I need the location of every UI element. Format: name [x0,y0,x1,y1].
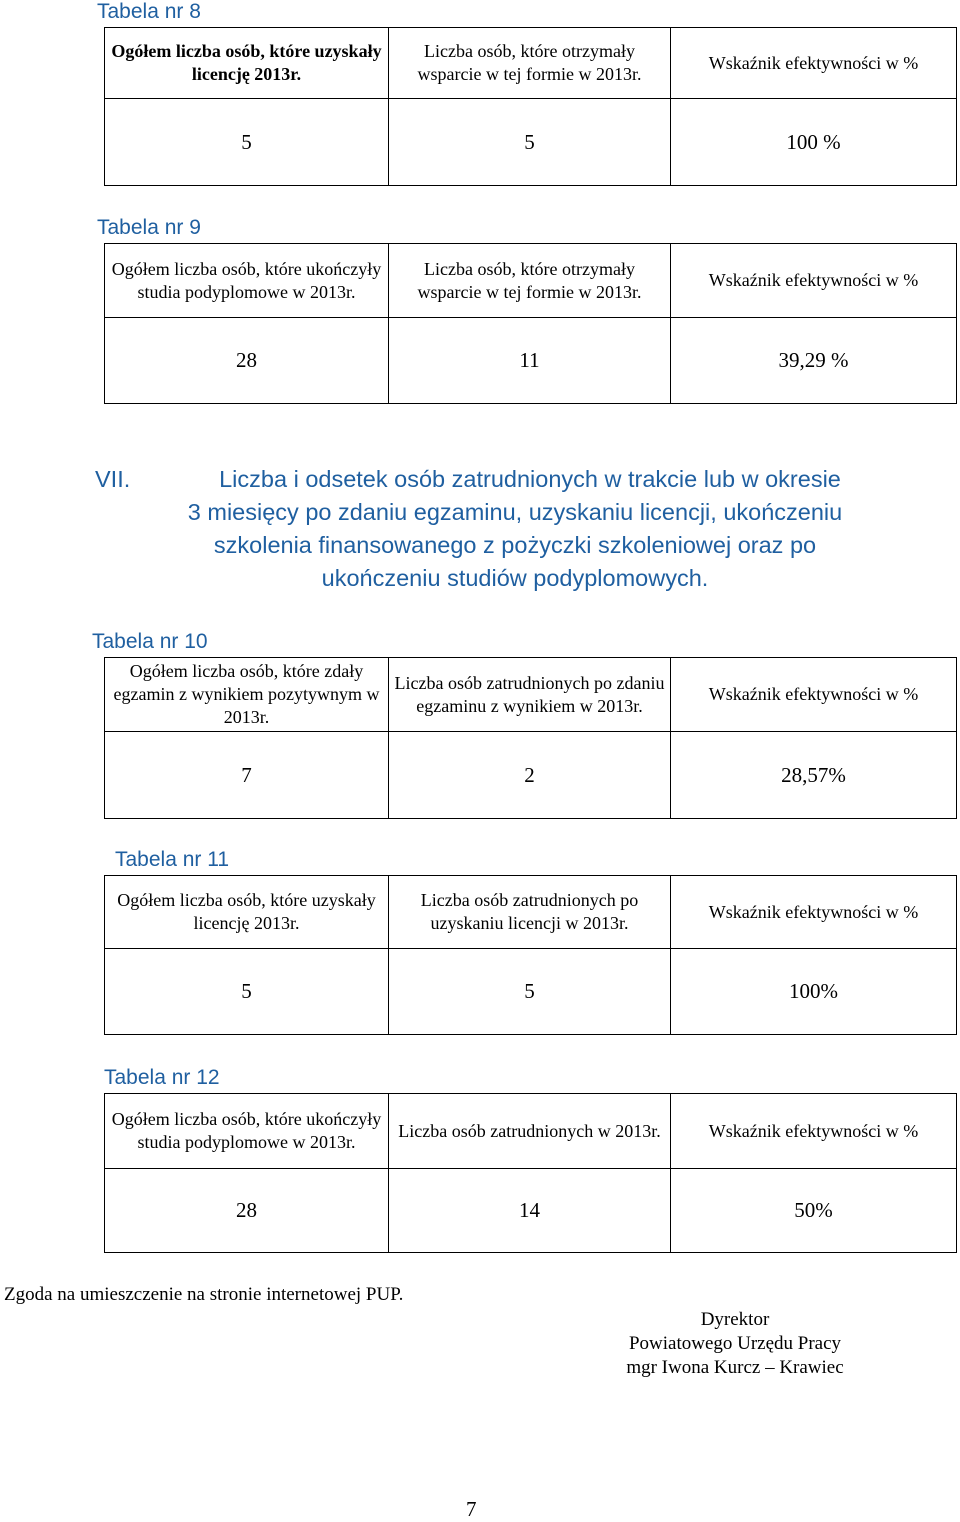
table-9-value-supported: 11 [389,318,671,404]
section-line-2: 3 miesięcy po zdaniu egzaminu, uzyskaniu licencji, ukończeniu [187,499,843,525]
table-12-header-indicator: Wskaźnik efektywności w % [671,1094,957,1169]
table-10-value-total: 7 [105,732,389,819]
page-number: 7 [466,1497,477,1521]
table-12-header-total: Ogółem liczba osób, które ukończyły studia podyplomowe w 2013r. [105,1094,389,1169]
table-11-header-employed: Liczba osób zatrudnionych po uzyskaniu licencji w 2013r. [389,876,671,949]
table-8-header-total: Ogółem liczba osób, które uzyskały licencję 2013r. [105,28,389,99]
table-9-header-indicator: Wskaźnik efektywności w % [671,244,957,318]
table-10-header-indicator: Wskaźnik efektywności w % [671,658,957,732]
table-9-value-indicator: 39,29 % [671,318,957,404]
section-line-4: ukończeniu studiów podyplomowych. [321,565,709,591]
table-11-value-total: 5 [105,949,389,1035]
table-11-header-total: Ogółem liczba osób, które uzyskały licencję 2013r. [105,876,389,949]
table-12-value-total: 28 [105,1169,389,1253]
table-8 [104,27,957,186]
signature-title: Dyrektor [700,1309,770,1330]
table-11-value-employed: 5 [389,949,671,1035]
table-10-value-employed: 2 [389,732,671,819]
table-12-header-employed: Liczba osób zatrudnionych w 2013r. [389,1094,671,1169]
table-10 [104,657,957,819]
signature-office: Powiatowego Urzędu Pracy [628,1333,842,1354]
table-9-caption: Tabela nr 9 [97,216,201,239]
table-9 [104,243,957,404]
consent-note: Zgoda na umieszczenie na stronie internetowej PUP. [4,1284,404,1305]
table-12 [104,1093,957,1253]
table-11-header-indicator: Wskaźnik efektywności w % [671,876,957,949]
section-line-1: Liczba i odsetek osób zatrudnionych w trakcie lub w okresie [219,466,841,492]
table-11-value-indicator: 100% [671,949,957,1035]
table-10-header-employed: Liczba osób zatrudnionych po zdaniu egzaminu z wynikiem w 2013r. [389,658,671,732]
signature-block [560,1308,910,1380]
table-8-value-indicator: 100 % [671,99,957,186]
section-vii-heading [95,463,935,595]
table-8-value-supported: 5 [389,99,671,186]
table-12-value-employed: 14 [389,1169,671,1253]
table-11-caption: Tabela nr 11 [115,848,230,871]
table-12-caption: Tabela nr 12 [104,1066,220,1089]
table-10-caption: Tabela nr 10 [92,630,208,653]
table-11 [104,875,957,1035]
table-8-caption: Tabela nr 8 [97,0,201,23]
table-9-value-total: 28 [105,318,389,404]
table-9-header-total: Ogółem liczba osób, które ukończyły studia podyplomowe w 2013r. [105,244,389,318]
signature-name: mgr Iwona Kurcz – Krawiec [626,1357,844,1378]
table-9-header-supported: Liczba osób, które otrzymały wsparcie w tej formie w 2013r. [389,244,671,318]
table-8-header-supported: Liczba osób, które otrzymały wsparcie w tej formie w 2013r. [389,28,671,99]
table-8-value-total: 5 [105,99,389,186]
table-10-value-indicator: 28,57% [671,732,957,819]
table-10-header-total: Ogółem liczba osób, które zdały egzamin z wynikiem pozytywnym w 2013r. [105,658,389,732]
table-12-value-indicator: 50% [671,1169,957,1253]
section-line-3: szkolenia finansowanego z pożyczki szkoleniowej oraz po [213,532,817,558]
table-8-header-indicator: Wskaźnik efektywności w % [671,28,957,99]
section-number: VII. [95,466,131,492]
